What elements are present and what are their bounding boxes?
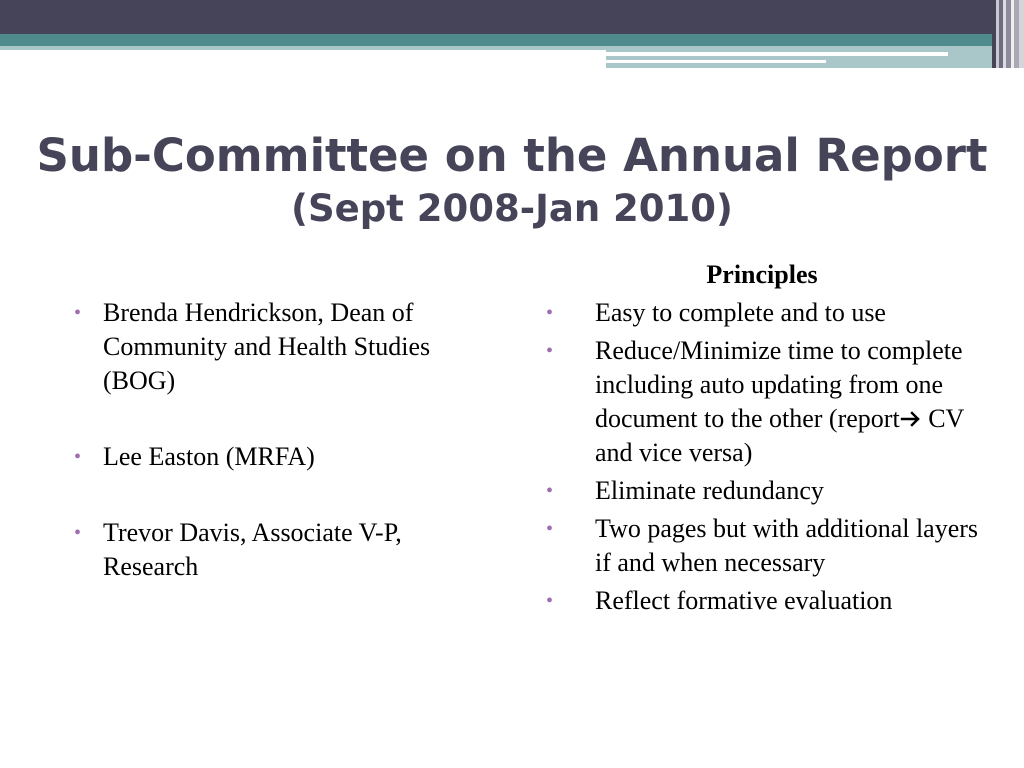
title-main: Sub-Committee on the Annual Report: [36, 129, 988, 182]
principles-list: [542, 296, 982, 618]
bullet-icon: •: [546, 518, 554, 540]
bullet-icon: •: [546, 340, 554, 362]
header-band-dark: [0, 0, 1024, 34]
list-item: [74, 296, 494, 398]
member-text: Brenda Hendrickson, Dean of Community and Health Studies (BOG): [103, 298, 431, 395]
list-item: [542, 296, 982, 330]
header-stripes: [992, 0, 1024, 68]
principle-text: Two pages but with additional layers if and when necessary: [595, 514, 979, 577]
right-arrow-icon: [900, 409, 922, 429]
member-text: Trevor Davis, Associate V-P, Research: [103, 518, 402, 581]
principle-text: Eliminate redundancy: [595, 476, 824, 505]
member-text: Lee Easton (MRFA): [103, 442, 315, 471]
bullet-icon: •: [74, 446, 82, 468]
principle-text: Reflect formative evaluation: [595, 586, 893, 615]
list-item: [542, 584, 982, 618]
header-band-line: [606, 52, 948, 56]
list-item: [542, 474, 982, 508]
principle-text-continued: CV and vice versa): [595, 404, 964, 467]
title-subtitle: (Sept 2008-Jan 2010): [291, 187, 733, 230]
bullet-icon: •: [546, 480, 554, 502]
principles-heading: Principles: [706, 260, 818, 289]
list-item: [74, 516, 494, 584]
header-band-line: [606, 60, 826, 63]
members-column: [74, 296, 494, 626]
list-item: [542, 512, 982, 580]
principle-text: Easy to complete and to use: [595, 298, 886, 327]
list-item: [542, 334, 982, 470]
bullet-icon: •: [546, 590, 554, 612]
bullet-icon: •: [74, 522, 82, 544]
header-band-right-box: [606, 46, 1024, 68]
header-band-teal: [0, 34, 1024, 46]
bullet-icon: •: [74, 302, 82, 324]
slide-title: [0, 128, 1024, 234]
members-list: [74, 296, 494, 584]
principles-column: [542, 258, 982, 622]
list-item: [74, 440, 494, 474]
principle-text: Reduce/Minimize time to complete including auto updating from one document to the other (report: [595, 336, 963, 433]
bullet-icon: •: [546, 302, 554, 324]
